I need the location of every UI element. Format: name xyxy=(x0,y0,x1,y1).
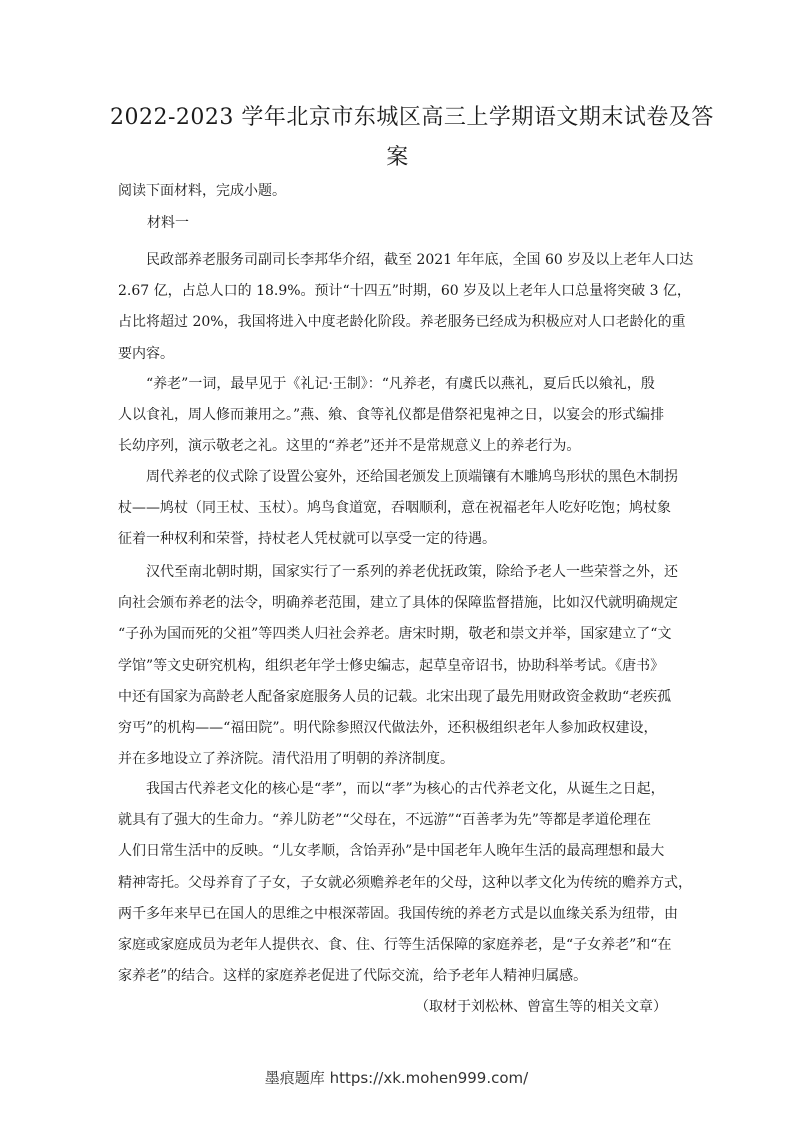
paragraph-line: 我国古代养老文化的核心是“孝”，而以“孝”为核心的古代养老文化，从诞生之日起， xyxy=(118,781,665,797)
paragraph-line: 家庭或家庭成员为老年人提供衣、食、住、行等生活保障的家庭养老，是“子女养老”和“在 xyxy=(118,937,672,954)
paragraph-line: 中还有国家为高龄老人配备家庭服务人员的记载。北宋出现了最先用财政资金救助“老疾孤 xyxy=(118,688,672,705)
paragraph-line: 就具有了强大的生命力。“养儿防老”“父母在，不远游”“百善孝为先”等都是孝道伦理在 xyxy=(118,812,651,829)
material-label: 材料一 xyxy=(147,215,189,231)
paragraph-line: 杖——鸠杖（同王杖、玉杖）。鸠鸟食道宽，吞咽顺利，意在祝福老年人吃好吃饱；鸠杖象 xyxy=(118,500,671,517)
title-line-2: 案 xyxy=(386,145,409,170)
paragraph-2 xyxy=(118,369,688,463)
paragraph-line: 征着一种权利和荣誉，持杖老人凭杖就可以享受一定的待遇。 xyxy=(118,531,496,548)
reading-instruction: 阅读下面材料，完成小题。 xyxy=(118,183,286,199)
paragraph-line: 人以食礼，周人修而兼用之。”燕、飨、食等礼仪都是借祭祀鬼神之日，以宴会的形式编排 xyxy=(118,407,665,424)
paragraph-line: 穷丐”的机构——“福田院”。明代除参照汉代做法外，还积极组织老年人参加政权建设， xyxy=(118,720,658,737)
paragraph-1 xyxy=(118,245,694,370)
paragraph-line: 向社会颁布养老的法令，明确养老范围，建立了具体的保障监督措施，比如汉代就明确规定 xyxy=(118,595,678,612)
paragraph-line: “养老”一词，最早见于《礼记·王制》：“凡养老，有虞氏以燕礼，夏后氏以飨礼，殷 xyxy=(118,376,655,392)
paragraph-line: 长幼序列，演示敬老之礼。这里的“养老”还并不是常规意义上的养老行为。 xyxy=(118,438,581,455)
paragraph-line: 并在多地设立了养济院。清代沿用了明朝的养济制度。 xyxy=(118,751,454,768)
paragraph-line: 要内容。 xyxy=(118,345,174,362)
footer-watermark-link[interactable]: 墨痕题库 https://xk.mohen999.com/ xyxy=(264,1069,529,1087)
paragraph-line: 精神寄托。父母养育了子女，子女就必须赡养老年的父母，这种以孝文化为传统的赡养方式， xyxy=(118,874,692,891)
paragraph-line: 占比将超过 20%，我国将进入中度老龄化阶段。养老服务已经成为积极应对人口老龄化的重 xyxy=(118,314,686,331)
paragraph-5 xyxy=(118,774,692,992)
paragraph-4 xyxy=(118,557,688,775)
paragraph-line: “子孙为国而死的父祖”等四类人归社会养老。唐宋时期，敬老和崇文并举，国家建立了“文 xyxy=(118,626,672,643)
paragraph-line: 两千多年来早已在国人的思维之中根深蒂固。我国传统的养老方式是以血缘关系为纽带，由 xyxy=(118,905,678,922)
title-line-1: 2022-2023 学年北京市东城区高三上学期语文期末试卷及答 xyxy=(110,105,714,130)
paragraph-line: 汉代至南北朝时期，国家实行了一系列的养老优抚政策，除给予老人一些荣誉之外，还 xyxy=(118,564,678,580)
paragraph-line: 民政部养老服务司副司长李邦华介绍，截至 2021 年年底，全国 60 岁及以上老年人口达 xyxy=(118,252,694,268)
paragraph-line: 学馆”等文史研究机构，组织老年学士修史编志，起草皇帝诏书，协助科举考试。《唐书》 xyxy=(118,657,665,674)
paragraph-line: 家养老”的结合。这样的家庭养老促进了代际交流，给予老年人精神归属感。 xyxy=(118,968,588,985)
paragraph-line: 周代养老的仪式除了设置公宴外，还给国老颁发上顶端镶有木雕鸠鸟形状的黑色木制拐 xyxy=(118,469,678,485)
page-title xyxy=(110,98,714,178)
paragraph-line: 人们日常生活中的反映。“儿女孝顺，含饴弄孙”是中国老年人晚年生活的最高理想和最大 xyxy=(118,843,665,860)
paragraph-line: 2.67 亿，占总人口的 18.9%。预计“十四五”时期，60 岁及以上老年人口总量将突破 3 亿， xyxy=(118,283,691,300)
source-citation: （取材于刘松林、曾富生等的相关文章） xyxy=(415,999,667,1015)
paragraph-3 xyxy=(118,462,688,556)
